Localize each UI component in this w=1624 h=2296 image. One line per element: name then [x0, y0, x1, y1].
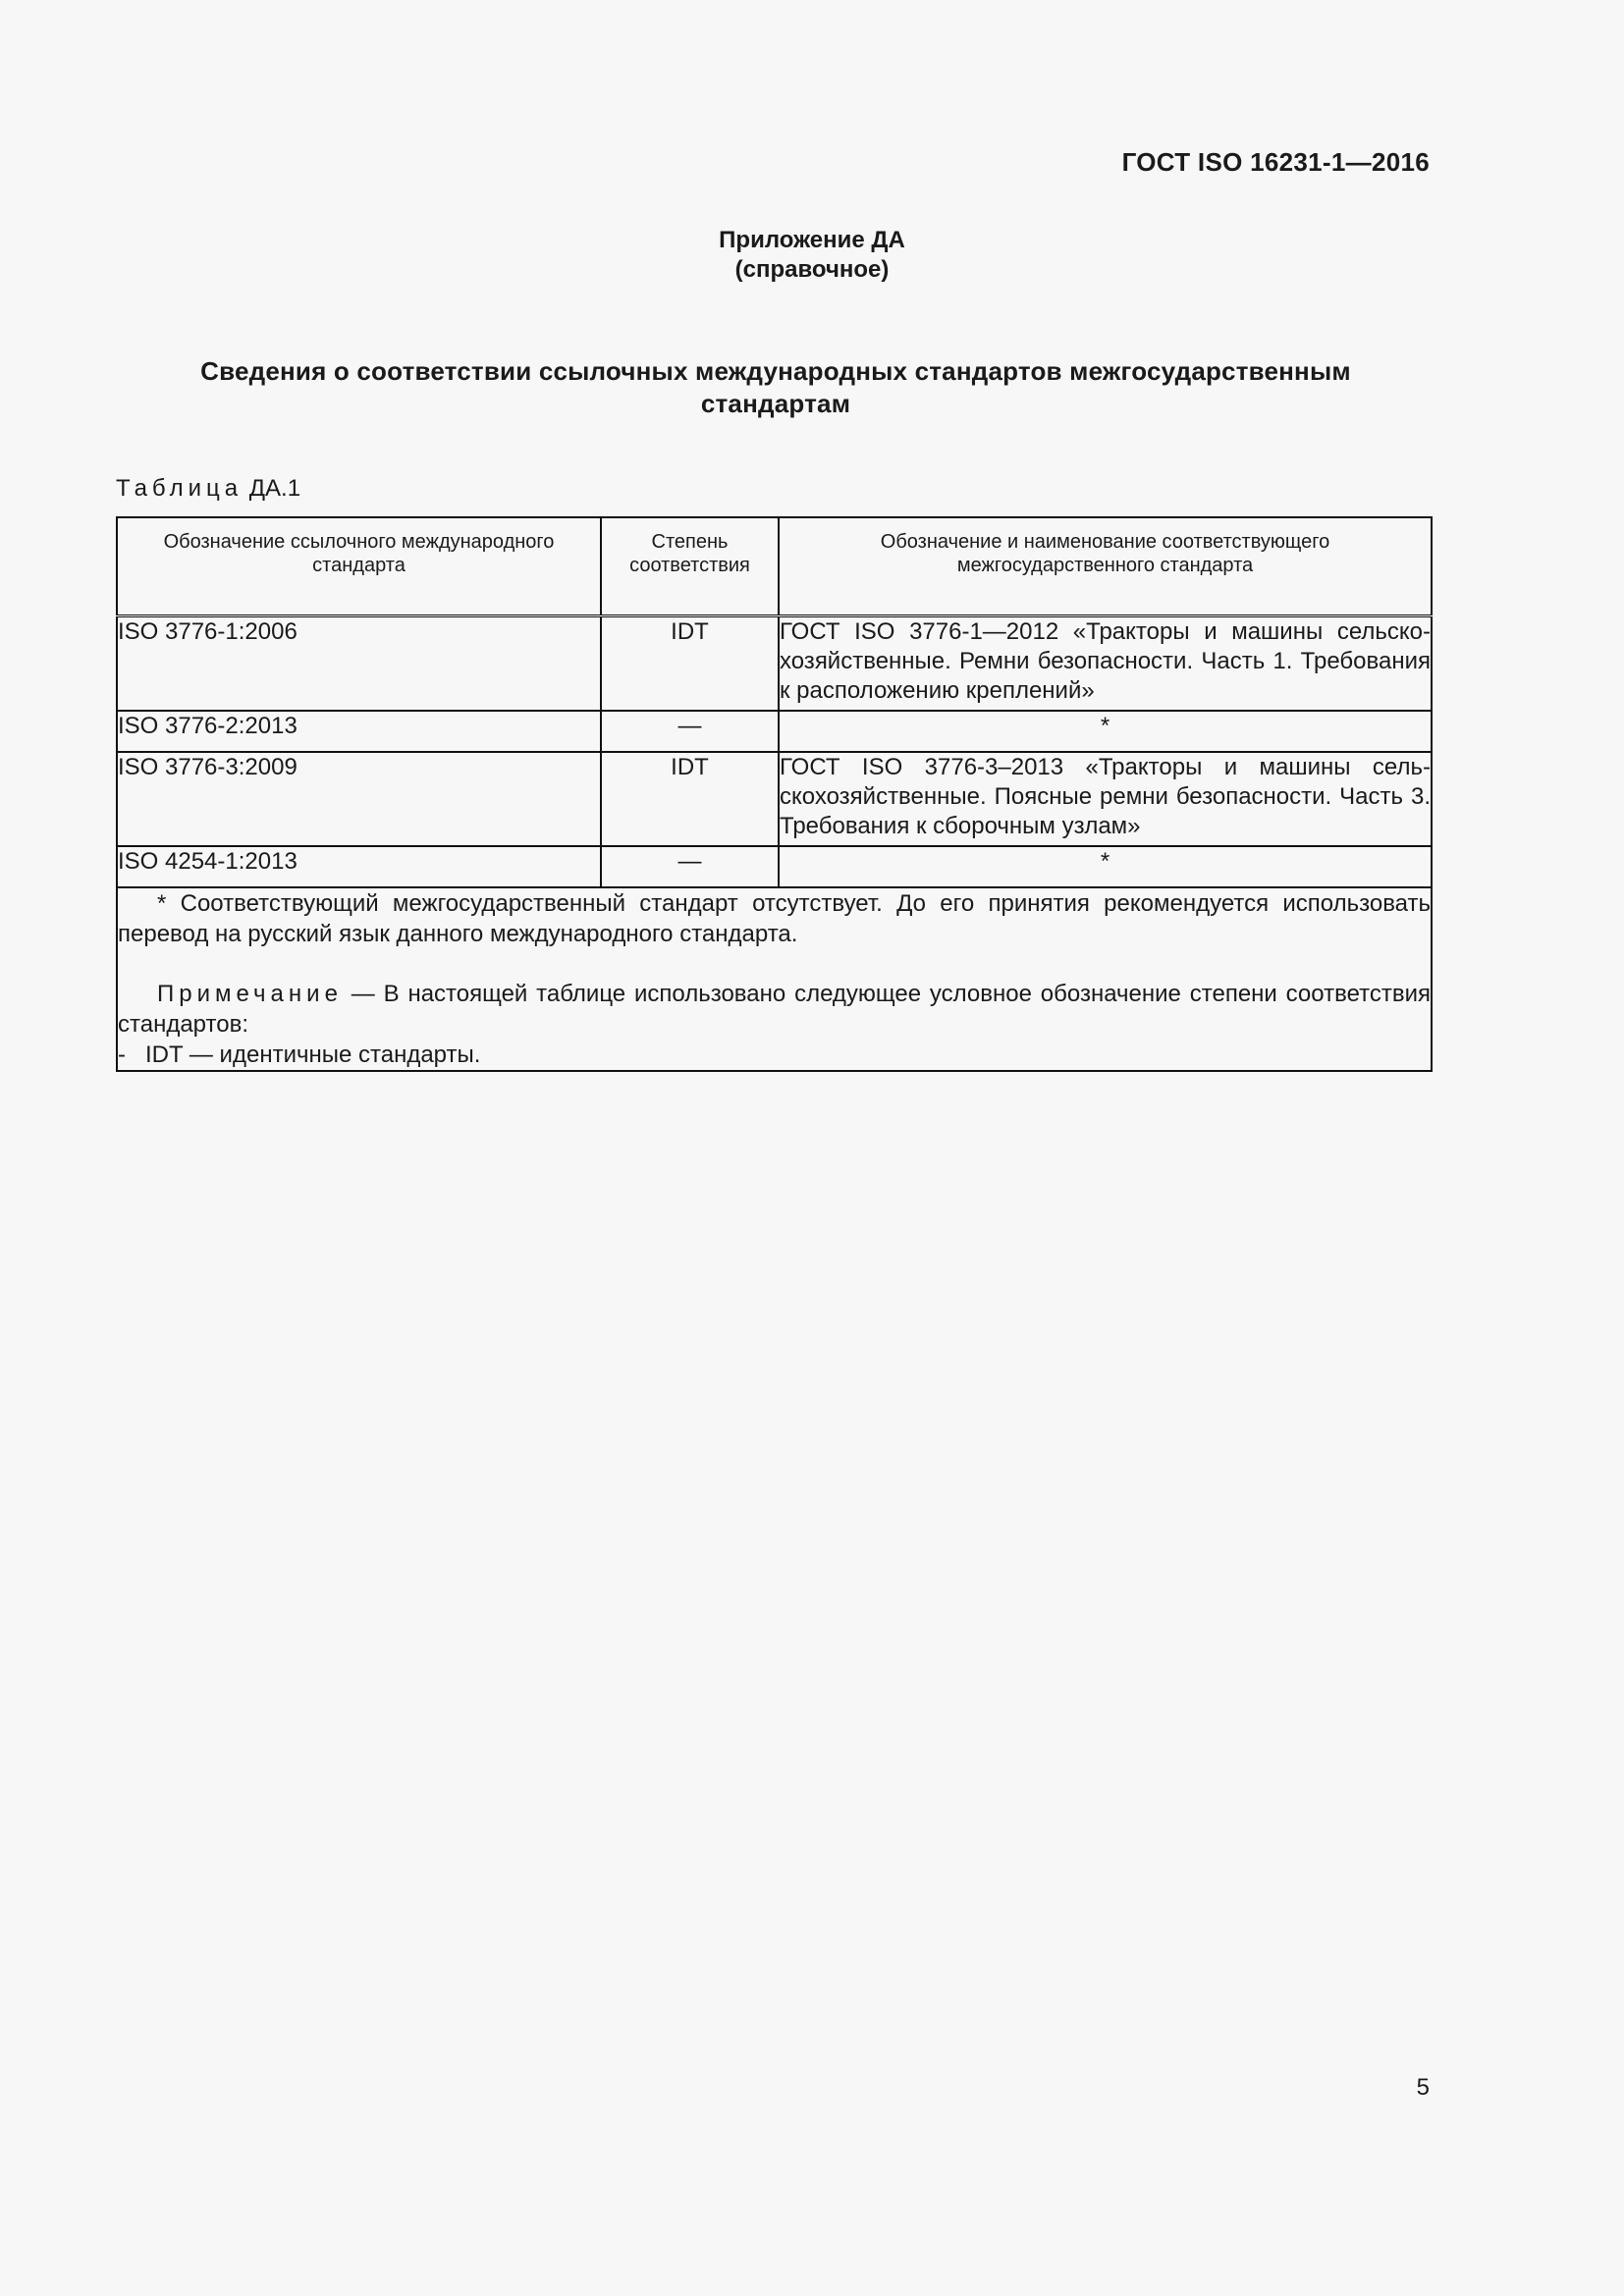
cell-degree: IDT — [601, 752, 779, 846]
document-code: ГОСТ ISO 16231-1—2016 — [1121, 147, 1430, 177]
section-title-line-2: стандартам — [700, 389, 851, 418]
table-row — [117, 846, 1432, 887]
section-title-line-1: Сведения о соответствии ссылочных международных стандартов межгосударственным — [200, 356, 1351, 386]
cell-standard: ISO 3776-2:2013 — [117, 711, 601, 752]
cell-degree: — — [601, 711, 779, 752]
header-degree: Степень соответствия — [601, 517, 779, 616]
table-footnote: * Соответствующий межгосударственный стандарт отсутствует. До его принятия рекомендуется использовать перевод на русский язык данного международного стандарта. — [118, 890, 1431, 947]
note-label: Примечание — [157, 981, 343, 1007]
table-row — [117, 752, 1432, 846]
cell-description: ГОСТ ISO 3776-3–2013 «Тракторы и машины сельскохозяйственные. Поясные ремни безопасности. Часть 3. Требования к сборочным узлам» — [779, 752, 1432, 846]
cell-description: ГОСТ ISO 3776-1—2012 «Тракторы и машины сельскохозяйственные. Ремни безопасности. Часть 1. Требования к расположению креплений» — [779, 616, 1432, 712]
cell-standard: ISO 3776-3:2009 — [117, 752, 601, 846]
cell-degree: — — [601, 846, 779, 887]
table-caption — [116, 475, 300, 503]
cell-degree: IDT — [601, 616, 779, 712]
table-row — [117, 616, 1432, 712]
table-footer-row — [117, 887, 1432, 1071]
appendix-heading — [0, 226, 1624, 285]
table-header-row — [117, 517, 1432, 616]
cell-description: * — [779, 711, 1432, 752]
cell-standard: ISO 4254-1:2013 — [117, 846, 601, 887]
correspondence-table — [116, 516, 1433, 1072]
cell-description: * — [779, 846, 1432, 887]
table-notes — [117, 887, 1432, 1071]
cell-standard: ISO 3776-1:2006 — [117, 616, 601, 712]
note-list-item: - IDT — идентичные стандарты. — [118, 1041, 481, 1068]
spacer — [118, 949, 1431, 979]
header-international-standard: Обозначение ссылочного международного стандарта — [117, 517, 601, 616]
table-note — [118, 979, 1431, 1040]
appendix-title: Приложение ДА — [719, 227, 905, 253]
note-text: — В настоящей таблице использовано следующее условное обозначение степени соответствия стандартов: — [118, 981, 1431, 1038]
header-interstate-standard: Обозначение и наименование соответствующего межгосударственного стандарта — [779, 517, 1432, 616]
page-number: 5 — [1416, 2074, 1430, 2101]
table-caption-label: Таблица — [116, 475, 244, 502]
section-title — [137, 355, 1414, 420]
appendix-subtitle: (справочное) — [734, 256, 890, 283]
table-caption-number: ДА.1 — [248, 475, 301, 502]
table-row — [117, 711, 1432, 752]
